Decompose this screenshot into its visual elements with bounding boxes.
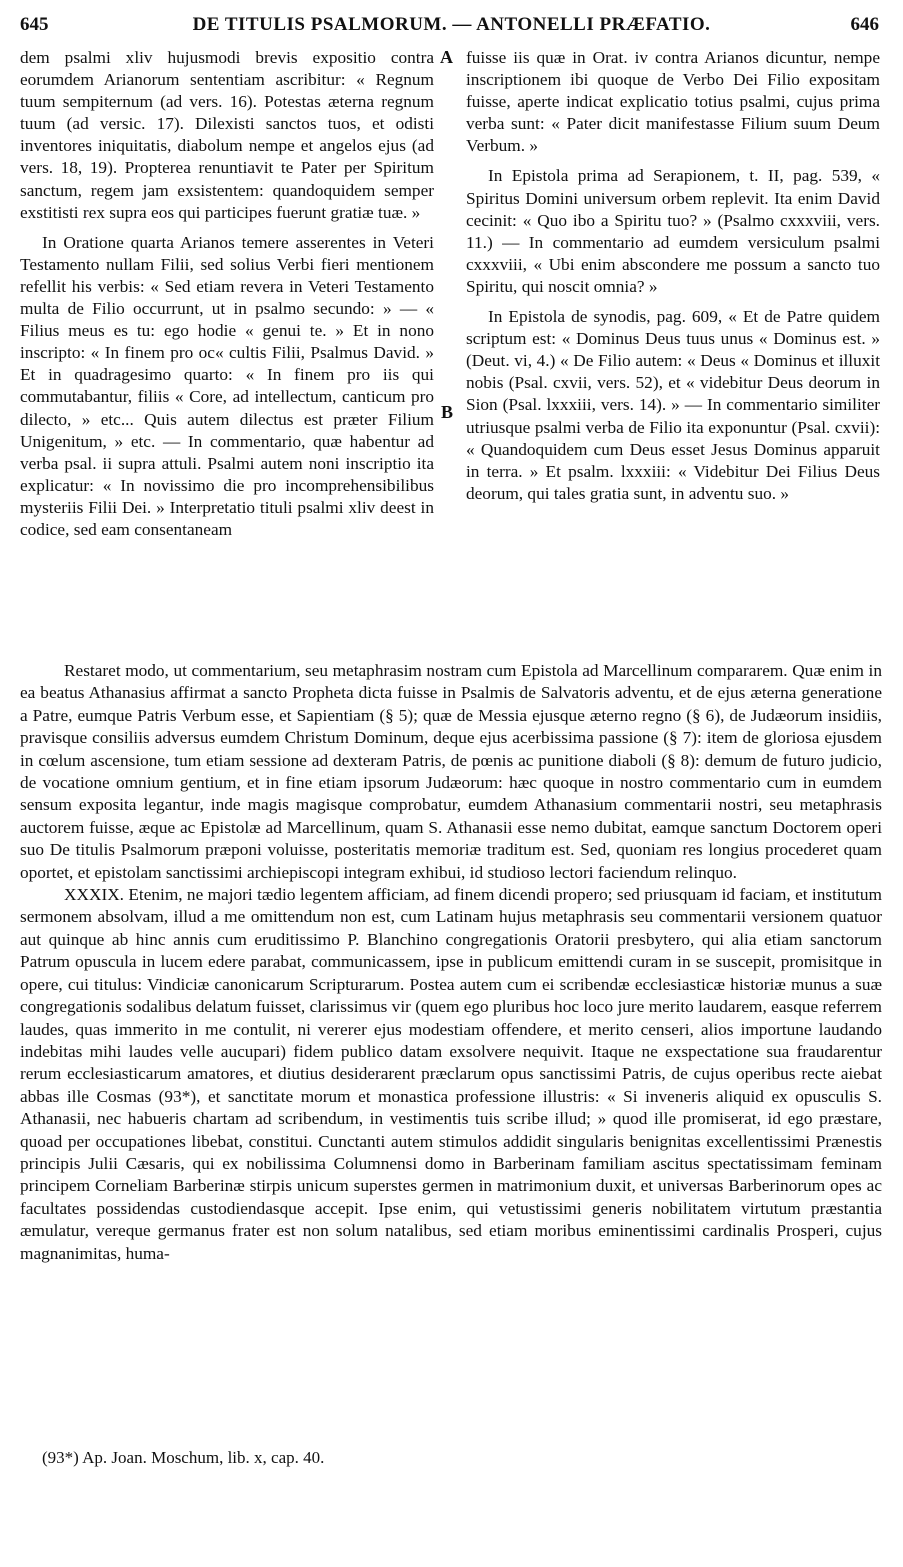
left-paragraph-2: In Oratione quarta Arianos temere asserentes in Veteri Testamento nullam Filii, sed solius Verbi fieri mentionem refellit his verbis: « Sed etiam revera in Veteri Testamento multa de Filio occurrunt, ut in psalmo secundo: » — « Filius meus es tu: ego hodie « genui te. » Et in nono inscripto: « In finem pro oc« cultis Filii, Psalmus David. » Et in quadragesimo quarto: « In finem pro iis qui commutabantur, filiis « Core, ad intellectum, canticum pro dilecto, » etc... Quis autem dilectus est præter Filium Unigenitum, » etc. — In commentario, quæ habentur ad verba psal. ii supra attuli. Psalmi autem noni inscriptio ita explicatur: « In novissimo die pro incomprehensibilibus mysteriis Filii Dei. » Interpretatio tituli psalmi xliv deest in codice, sed eam consentaneam: [20, 232, 434, 539]
right-paragraph-3: In Epistola de synodis, pag. 609, « Et de Patre quidem scriptum est: « Dominus Deus tuus unus « Dominus est. » (Deut. vi, 4.) « De Filio autem: « Deus « Dominus et illuxit nobis (Psal. cxvii, vers. 52), et « videbitur Deus deorum in Sion (Psal. lxxxiii, vers. 14). » — In commentario similiter utriusque psalmi verba de Filio ita exponuntur (Psal. cxvii): « Quandoquidem cum Deus esset Jesus Dominus apparuit in terra. » Et psalm. lxxxiii: « Videbitur Dei Filius Deus deorum, qui tales gratia sunt, in adventu suo. »: [466, 307, 880, 503]
running-title: DE TITULIS PSALMORUM. — ANTONELLI PRÆFATIO.: [192, 14, 711, 35]
footnote: (93*) Ap. Joan. Moschum, lib. x, cap. 40.: [42, 1448, 325, 1467]
full-paragraph-2: XXXIX. Etenim, ne majori tædio legentem afficiam, ad finem dicendi propero; sed priusquam id faciam, et institutum sermonem absolvam, illud a me omittendum non est, cum Latinam hujus metaphrasis seu commentarii versionem quatuor aut quinque ab hinc annis cum eruditissimo P. Blanchino congregationis Oratorii presbytero, qui alia etiam sanctorum Patrum opuscula in lucem edere parabat, communicassem, ipse in publicum emittendi curam in se suscepit, promisitque in opere, cui titulus: Vindiciæ canonicarum Scripturarum. Postea autem cum ei scribendæ ecclesiasticæ historiæ munus a suæ congregationis sodalibus delatum fuisset, clarissimus vir (quem ego pluribus hoc loco jure merito laudarem, easque referrem laudes, quas immerito in me contulit, ni vererer ejus modestiam offendere, et merito censeri, alios importune laudando indebitas mihi laudes velle aucupari) fidem publico datam exsolvere nequivit. Itaque ne exspectatione sua fraudarentur rerum ecclesiasticarum amatores, et diutius desiderarent præclarum opus sanctissimi Patris, de cujus operibus recte aiebat abbas ille Cosmas (93*), et sanctitate morum et monastica professione illustris: « Si inveneris aliquid ex opusculis S. Athanasii, nec habueris chartam ad scribendum, in vestimentis tuis scribe illud; » quod ille promiserat, id ego præstare, quoad per occupationes libebat, constitui. Cunctanti autem stimulos addidit singularis benignitas excellentissimi Prænestis principis Julii Cæsaris, qui ex nobilissima Columnensi domo in Barberinam familiam ascitus spectatissimam feminam principem Corneliam Barberinæ stirpis unicum superstes germen in matrimonium duxit, et universas Barberinorum opes ac facultates possidendas custodiendasque accepit. Ipse enim, qui vetustissimi generis nobilitatem virtutum præstantia æmulatur, vereque germanus frater est non solum natalibus, sed etiam moribus eminentissimi cardinalis Prosperi, cujus magnanimitas, huma-: [20, 885, 882, 1263]
margin-marker-b: B: [441, 402, 454, 422]
right-paragraph-2: In Epistola prima ad Serapionem, t. II, pag. 539, « Spiritus Domini universum orbem replevit. Ita enim David cecinit: « Quo ibo a Spiritu tuo? » (Psalmo cxxxviii, vers. 11.) — In commentario ad eumdem versiculum psalmi cxxxviii, « Ubi enim abscondere me possum a sancto tuo Spiritu, qui noscit omnia? »: [466, 166, 880, 296]
page-number-left: 645: [20, 14, 49, 35]
right-column: [466, 47, 880, 505]
left-paragraph-1: dem psalmi xliv hujusmodi brevis expositio contra eorumdem Arianorum sententiam ascribitur: « Regnum tuum sempiternum (ad vers. 16). Potestas æterna regnum tuum (ad versic. 17). Dilexisti sanctos tuos, et odisti inventores iniquitatis, diabolum nempe et angelos ejus (ad vers. 18, 19). Propterea renuntiavit te Pater per Spiritum sanctum, regem jam exsistentem: quandoquidem semper exstitisti rex supra eos qui participes fuerunt gratiæ tuæ. »: [20, 48, 434, 222]
full-width-text: [20, 660, 882, 1265]
page-number-right: 646: [850, 14, 879, 35]
left-column: [20, 47, 434, 541]
margin-marker-a: A: [440, 47, 453, 67]
right-paragraph-1: fuisse iis quæ in Orat. iv contra Arianos dicuntur, nempe inscriptionem ibi quoque de Verbo Dei Filio expositam fuisse, aperte indicat explicatio totius psalmi, cujus prima verba sunt: « Pater dicit manifestasse Filium suum Deum Verbum. »: [466, 48, 880, 156]
full-paragraph-1: Restaret modo, ut commentarium, seu metaphrasim nostram cum Epistola ad Marcellinum compararem. Quæ enim in ea beatus Athanasius affirmat a sancto Propheta dicta fuisse in Psalmis de Salvatoris adventu, et de ejus æterna generatione a Patre, eumque Patris Verbum esse, et Sapientiam (§ 5); quæ de Messia ejusque æterno regno (§ 6), de Judæorum insidiis, pravisque consiliis adversus eumdem Christum Dominum, deque ejus acerbissima passione (§ 7): item de gloriosa ejusdem in cœlum ascensione, tum etiam sessione ad dexteram Patris, de pœnis ac punitione diaboli (§ 8): demum de futuro judicio, de vocatione omnium gentium, et in fine etiam ipsorum Judæorum: hæc quoque in nostro commentario cum in eumdem sensum exposita legantur, inde magis magisque comprobatur, eumdem Athanasium commentarii nostri, seu metaphrasis auctorem fuisse, æque ac Epistolæ ad Marcellinum, quam S. Athanasii esse nemo dubitat, eamque sanctum Doctorem operi suo De titulis Psalmorum præponi voluisse, posteritatis memoriæ traditum est. Sed, quoniam res longius procederet quam oportet, et epistolam sanctissimi archiepiscopi integram exhibui, id studioso lectori faciendum relinquo.: [20, 661, 882, 882]
